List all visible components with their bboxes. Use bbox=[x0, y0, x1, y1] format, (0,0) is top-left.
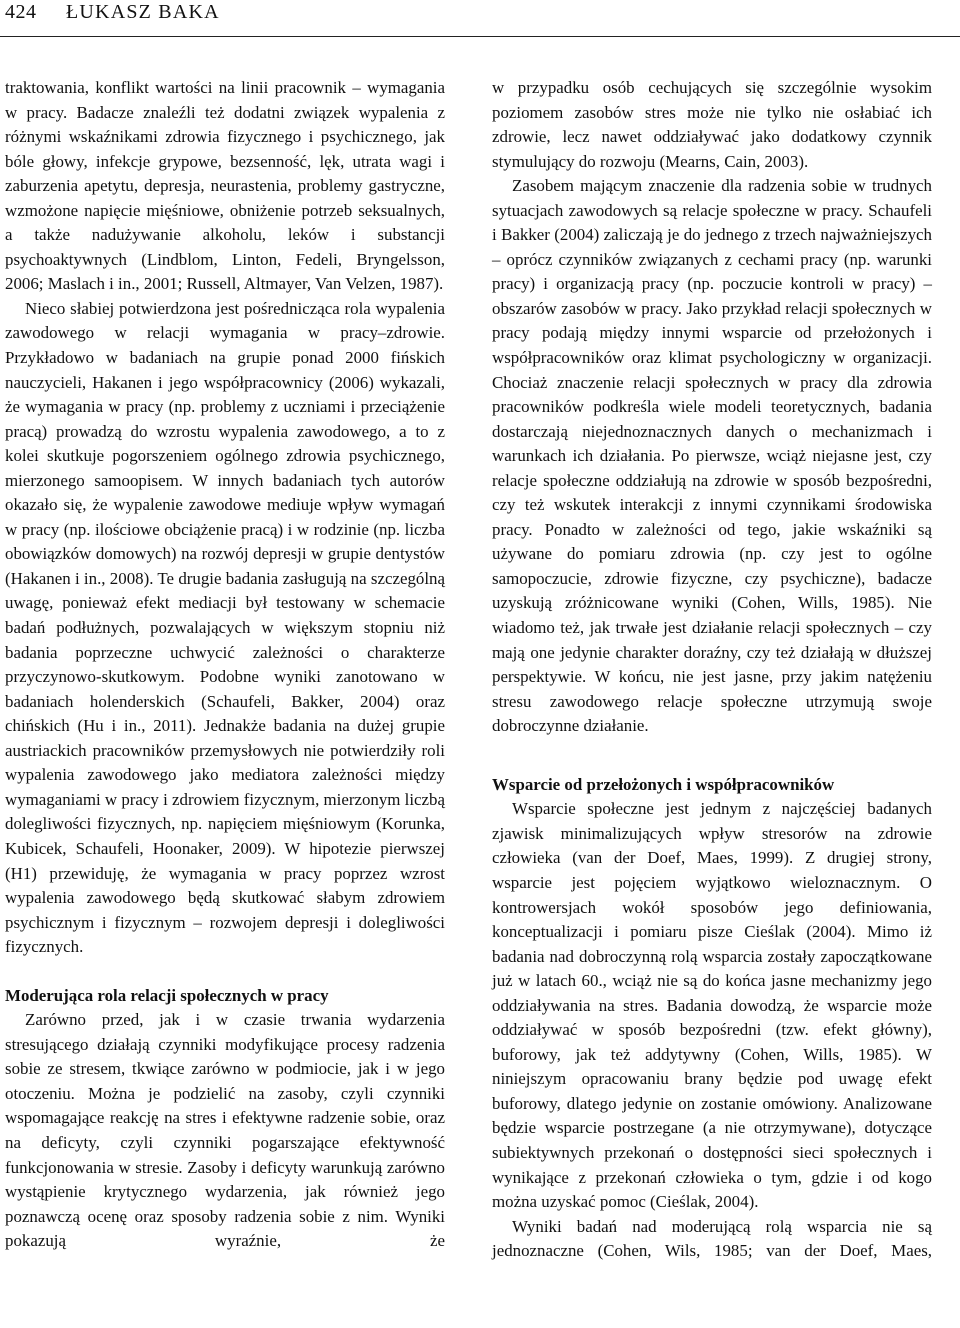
paragraph: w przypadku osób cechujących się szczególnie wysokim poziomem zasobów stres może nie tylko nie osłabiać ich zdrowie, lecz nawet oddziaływać jako dodatkowy czynnik stymulujący do rozwoju (Mearns, Cain, 2003). bbox=[492, 78, 932, 171]
running-head: ŁUKASZ BAKA bbox=[66, 1, 220, 23]
header-rule bbox=[0, 36, 960, 37]
paragraph: Zarówno przed, jak i w czasie trwania wydarzenia stresującego działają czynniki modyfikujące procesy radzenia sobie ze stresem, tkwiące zarówno w podmiocie, jak i w jego otoczeniu. Można je podzielić na zasoby, czyli czynniki wspomagające reakcję na stres i efektywne radzenie sobie, oraz na deficyty, czyli czynniki pogarszające efektywność funkcjonowania w stresie. Zasoby i deficyty warunkują zarówno wystąpienie krytycznego wydarzenia, jak również jego poznawczą ocenę oraz sposoby radzenia sobie z nim. Wyniki pokazują wyraźnie, że bbox=[5, 1010, 445, 1251]
left-column bbox=[5, 76, 445, 1254]
paragraph: Nieco słabiej potwierdzona jest pośrednicząca rola wypalenia zawodowego w relacji wymagania w pracy–zdrowie. Przykładowo w badaniach na grupie ponad 2000 fińskich nauczycieli, Hakanen i jego współpracownicy (2006) wykazali, że wymagania w pracy (np. problemy z uczniami i przeciążenie pracą) prowadzą do wzrostu wypalenia zawodowego, a to z kolei skutkuje pogorszeniem ogólnego zdrowia psychicznego, mierzonego samoopisem. W innych badaniach tych autorów okazało się, że wypalenie zawodowe mediuje wpływ wymagań w pracy (np. ilościowe obciążenie pracą) i w rodzinie (np. liczba obowiązków domowych) na rozwój depresji w grupie dentystów (Hakanen i in., 2008). Te drugie badania zasługują na szczególną uwagę, ponieważ efekt mediacji był testowany w schemacie badań podłużnych, pozwalających w większym stopniu niż badania poprzeczne uchwycić zależności o charakterze przyczynowo-skutkowym. Podobne wyniki zanotowano w badaniach holenderskich (Schaufeli, Bakker, 2004) oraz chińskich (Hu i in., 2011). Jednakże badania na dużej grupie austriackich pracowników przemysłowych nie potwierdziły roli wypalenia zawodowego jako mediatora zależności między wymaganiami w pracy i zdrowiem fizycznym, mierzonym liczbą dolegliwości fizycznych, np. napięciem mięśniowym (Korunka, Kubicek, Schaufeli, Hoonaker, 2009). W hipotezie pierwszej (H1) przewiduję, że wymagania w pracy poprzez wzrost wypalenia zawodowego będą skutkować słabym zdrowiem psychicznym i fizycznym – rozwojem depresji i dolegliwości fizycznych. bbox=[5, 298, 445, 957]
paragraph: Wyniki badań nad moderującą rolą wsparcia nie są jednoznaczne (Cohen, Wils, 1985; van der Doef, Maes, bbox=[492, 1216, 932, 1261]
paragraph: Wsparcie społeczne jest jednym z najczęściej badanych zjawisk minimalizujących wpływ stresorów na zdrowie człowieka (van der Doef, Maes, 1999). Z drugiej strony, wsparcie jest pojęciem wyjątkowo wieloznacznym. O kontrowersjach wokół sposobów jego definiowania, konceptualizacji i pomiaru pisze Cieślak (2004). Mimo iż badania nad dobroczynną rolą wsparcia zostały zapoczątkowane już w latach 60., wciąż nie są do końca jasne mechanizmy jego oddziaływania na stres. Badania dowodzą, że wsparcie może oddziaływać w sposób bezpośredni (tzw. efekt główny), buforowy, jak też addytywny (Cohen, Wills, 1985). W niniejszym opracowaniu brany będzie pod uwagę efekt buforowy, dlatego jedynie on zostanie omówiony. Analizowane będzie wsparcie postrzegane (a nie otrzymywane), dotyczące subiektywnych przekonań o dostępności sieci społecznych i wynikające z przekonań człowieka o tym, gdzie i od kogo można uzyskać pomoc (Cieślak, 2004). bbox=[492, 799, 932, 1212]
section-heading: Moderująca rola relacji społecznych w pracy bbox=[5, 985, 329, 1005]
paragraph: Zasobem mającym znaczenie dla radzenia sobie w trudnych sytuacjach zawodowych są relacje społeczne w pracy. Schaufeli i Bakker (2004) zaliczają je do jednego z trzech najważniejszych – oprócz czynników związanych z cechami pracy (np. warunki pracy) i organizacją pracy (np. poczucie kontroli w pracy) – obszarów zasobów w pracy. Jako przykład relacji społecznych w pracy podają między innymi wsparcie od przełożonych i współpracowników oraz klimat psychologiczny w organizacji. Chociaż znaczenie relacji społecznych w pracy dla zdrowia pracowników podkreśla wiele modeli teoretycznych, badania dostarczają niejednoznacznych danych o mechanizmach i warunkach ich działania. Po pierwsze, wciąż niejasne jest, czy relacje społeczne oddziałują na zdrowie w sposób bezpośredni, czy też wskutek interakcji z innymi czynnikami środowiska pracy. Ponadto w zależności od tego, jakie wskaźniki są używane do pomiaru zdrowia (np. czy jest to ogólne samopoczucie, zdrowie fizyczne, czy psychiczne), badacze uzyskują zróżnicowane wyniki (Cohen, Wills, 1985). Nie wiadomo też, jak trwałe jest działanie relacji społecznych – czy mają one jedynie charakter doraźny, czy też działają w dłuższej perspektywie. W końcu, nie jest jasne, przy jakim natężeniu stresu zawodowego relacje społeczne utrzymują swoje dobroczynne działanie. bbox=[492, 176, 932, 736]
page-number: 424 bbox=[5, 1, 37, 23]
page-header bbox=[0, 0, 960, 30]
section-heading: Wsparcie od przełożonych i współpracowników bbox=[492, 774, 835, 794]
right-column bbox=[492, 76, 932, 1264]
paragraph: traktowania, konflikt wartości na linii pracownik – wymagania w pracy. Badacze znaleźli też dodatni związek wypalenia z różnymi wskaźnikami zdrowia fizycznego i psychicznego, jak bóle głowy, infekcje grypowe, bezsenność, lęk, utrata wagi i zaburzenia apetytu, depresja, neurastenia, problemy gastryczne, wzmożone napięcie mięśniowe, obniżenie potrzeb seksualnych, a także nadużywanie alkoholu, leków i substancji psychoaktywnych (Lindblom, Linton, Fedeli, Bryngelsson, 2006; Maslach i in., 2001; Russell, Altmayer, Van Velzen, 1987). bbox=[5, 78, 445, 294]
